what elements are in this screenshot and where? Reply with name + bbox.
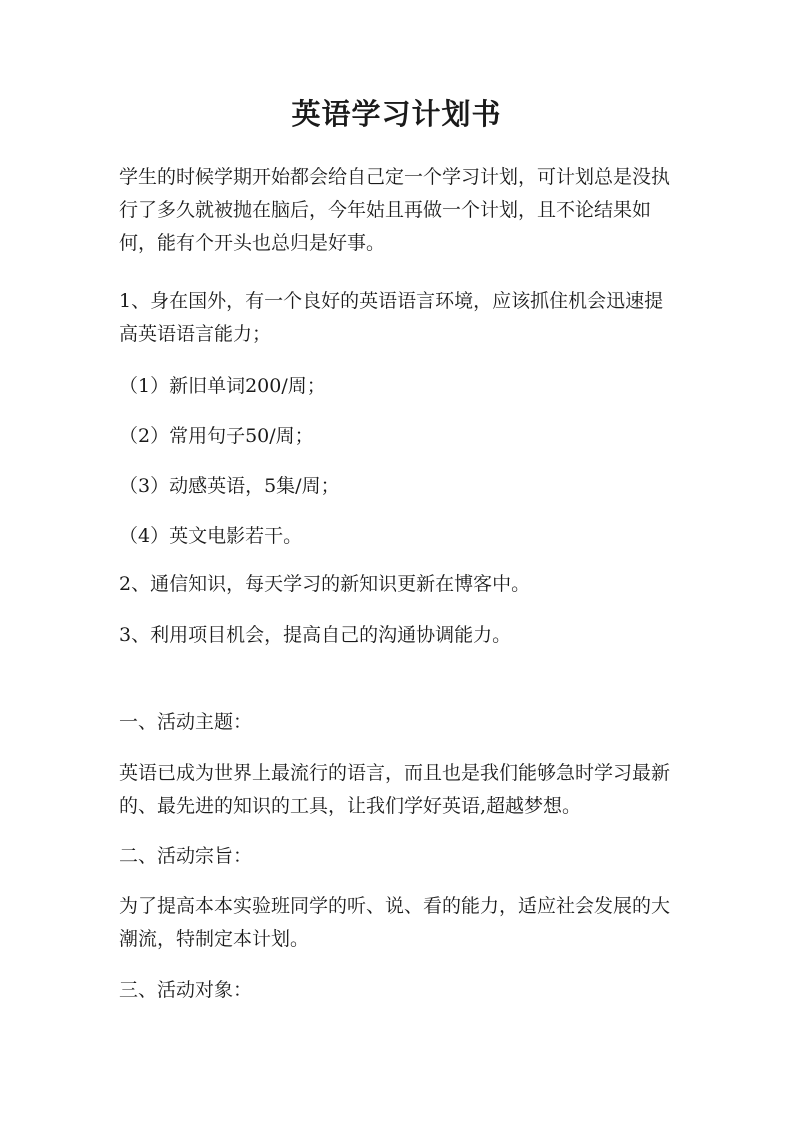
section-text-purpose: 为了提高本本实验班同学的听、说、看的能力，适应社会发展的大潮流，特制定本计划。 [119, 895, 671, 950]
section-heading-theme: 一、活动主题： [119, 711, 253, 733]
plan-item-1: 1、身在国外，有一个良好的英语语言环境，应该抓住机会迅速提高英语语言能力； [119, 290, 664, 345]
section-heading-audience: 三、活动对象： [119, 979, 253, 1001]
plan-item-3: 3、利用项目机会，提高自己的沟通协调能力。 [119, 624, 512, 646]
plan-item-2: 2、通信知识，每天学习的新知识更新在博客中。 [119, 573, 531, 595]
intro-paragraph: 学生的时候学期开始都会给自己定一个学习计划，可计划总是没执行了多久就被抛在脑后，今年姑且再做一个计划，且不论结果如何，能有个开头也总归是好事。 [119, 166, 671, 254]
plan-subitem-1: （1）新旧单词200/周； [119, 375, 326, 397]
document-title: 英语学习计划书 [291, 97, 502, 131]
plan-subitem-2: （2）常用句子50/周； [119, 425, 314, 447]
plan-subitem-4: （4）英文电影若干。 [119, 525, 303, 547]
plan-subitem-3: （3）动感英语，5集/周； [119, 475, 340, 497]
section-heading-purpose: 二、活动宗旨： [119, 845, 253, 867]
section-text-theme: 英语已成为世界上最流行的语言，而且也是我们能够急时学习最新的、最先进的知识的工具，让我们学好英语,超越梦想。 [119, 762, 671, 817]
